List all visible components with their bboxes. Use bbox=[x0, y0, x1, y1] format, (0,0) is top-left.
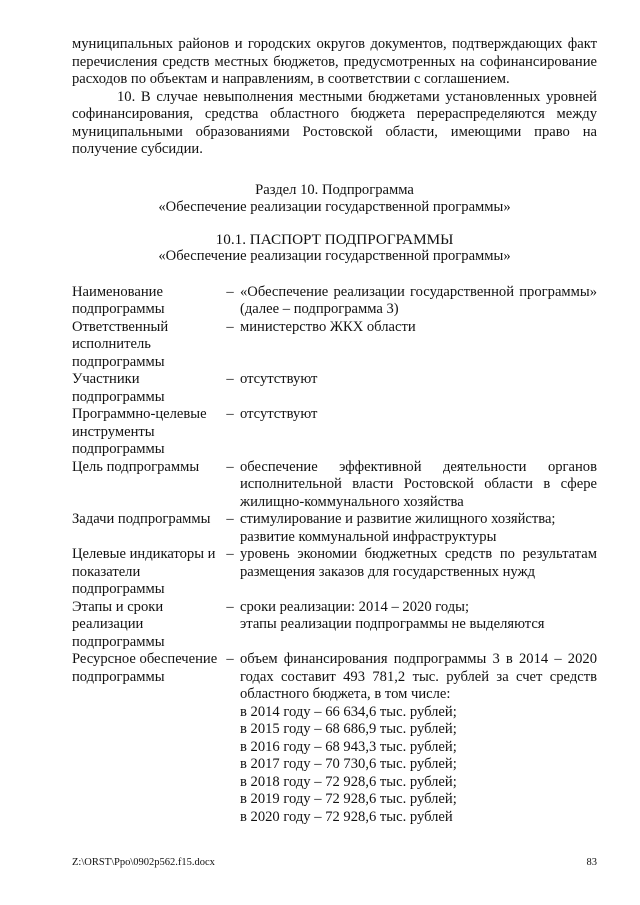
page-number: 83 bbox=[586, 857, 597, 868]
passport-row bbox=[72, 459, 597, 512]
row-value: отсутствуют bbox=[240, 406, 318, 422]
funding-year: в 2015 году – 68 686,9 тыс. рублей; bbox=[240, 721, 457, 737]
row-dash: – bbox=[226, 283, 234, 300]
row-label: Ответственный исполнитель подпрограммы bbox=[72, 318, 169, 370]
intro-paragraph-2: 10. В случае невыполнения местными бюджетами установленных уровней софинансирования, средства областного бюджета перераспределяются между муниципальными образованиями Ростовской области, имеющими право на получение субсидии. bbox=[72, 88, 597, 157]
row-label: Этапы и сроки реализации подпрограммы bbox=[72, 598, 165, 650]
funding-year: в 2020 году – 72 928,6 тыс. рублей bbox=[240, 808, 453, 825]
passport-heading: 10.1. ПАСПОРТ ПОДПРОГРАММЫ bbox=[215, 230, 454, 248]
row-value: отсутствуют bbox=[240, 371, 318, 387]
funding-summary: объем финансирования подпрограммы 3 в 2014 – 2020 годах составит 493 781,2 тыс. рублей за счет средств областного бюджета, в том числе: bbox=[240, 651, 597, 702]
row-label: Программно-целевые инструменты подпрограммы bbox=[72, 406, 207, 457]
passport-subheading: «Обеспечение реализации государственной программы» bbox=[158, 248, 511, 264]
passport-row bbox=[72, 319, 597, 372]
row-dash: – bbox=[226, 651, 234, 667]
row-label: Участники подпрограммы bbox=[72, 371, 165, 405]
value-line: этапы реализации подпрограммы не выделяются bbox=[240, 616, 545, 632]
passport-row bbox=[72, 406, 597, 459]
row-label: Целевые индикаторы и показатели подпрограммы bbox=[72, 546, 216, 597]
row-dash: – bbox=[226, 458, 234, 475]
file-path: Z:\ORST\Ppo\0902p562.f15.docx bbox=[72, 857, 215, 868]
value-line: сроки реализации: 2014 – 2020 годы; bbox=[240, 598, 470, 615]
value-line: развитие коммунальной инфраструктуры bbox=[240, 528, 497, 545]
value-line: стимулирование и развитие жилищного хозяйства; bbox=[240, 511, 556, 527]
row-dash: – bbox=[226, 406, 234, 422]
row-value bbox=[240, 511, 597, 546]
funding-year: в 2016 году – 68 943,3 тыс. рублей; bbox=[240, 738, 457, 755]
row-dash: – bbox=[226, 511, 234, 527]
row-value bbox=[240, 599, 597, 652]
passport-row bbox=[72, 546, 597, 599]
intro-paragraph-1: муниципальных районов и городских округов документов, подтверждающих факт перечисления средств местных бюджетов, предусмотренных на софинансирование расходов по объектам и направлениям, в соответствии с соглашением. bbox=[72, 36, 597, 87]
funding-year: в 2019 году – 72 928,6 тыс. рублей; bbox=[240, 791, 457, 807]
row-label: Задачи подпрограммы bbox=[72, 511, 211, 527]
passport-row bbox=[72, 599, 597, 652]
row-label: Цель подпрограммы bbox=[72, 458, 200, 475]
passport-row bbox=[72, 371, 597, 406]
passport-row bbox=[72, 511, 597, 546]
row-dash: – bbox=[226, 318, 234, 335]
funding-year: в 2014 году – 66 634,6 тыс. рублей; bbox=[240, 703, 457, 720]
row-value: обеспечение эффективной деятельности органов исполнительной власти Ростовской области в сфере жилищно-коммунального хозяйства bbox=[240, 458, 597, 510]
row-label: Наименование подпрограммы bbox=[72, 283, 165, 317]
funding-year: в 2017 году – 70 730,6 тыс. рублей; bbox=[240, 756, 457, 772]
row-dash: – bbox=[226, 598, 234, 615]
row-label: Ресурсное обеспечение подпрограммы bbox=[72, 651, 218, 685]
document-page bbox=[72, 36, 597, 826]
passport-row bbox=[72, 651, 597, 826]
row-value bbox=[240, 651, 597, 826]
row-value: министерство ЖКХ области bbox=[240, 318, 416, 335]
row-value: уровень экономии бюджетных средств по результатам размещения заказов для государственных нужд bbox=[240, 546, 597, 580]
row-dash: – bbox=[226, 371, 234, 387]
funding-year: в 2018 году – 72 928,6 тыс. рублей; bbox=[240, 773, 457, 790]
row-dash: – bbox=[226, 546, 234, 562]
section-title: Раздел 10. Подпрограмма bbox=[255, 181, 414, 198]
passport-row bbox=[72, 284, 597, 319]
passport-table bbox=[72, 284, 597, 827]
section-subtitle: «Обеспечение реализации государственной программы» bbox=[158, 199, 511, 215]
row-value: «Обеспечение реализации государственной программы» (далее – подпрограмма 3) bbox=[240, 283, 597, 317]
